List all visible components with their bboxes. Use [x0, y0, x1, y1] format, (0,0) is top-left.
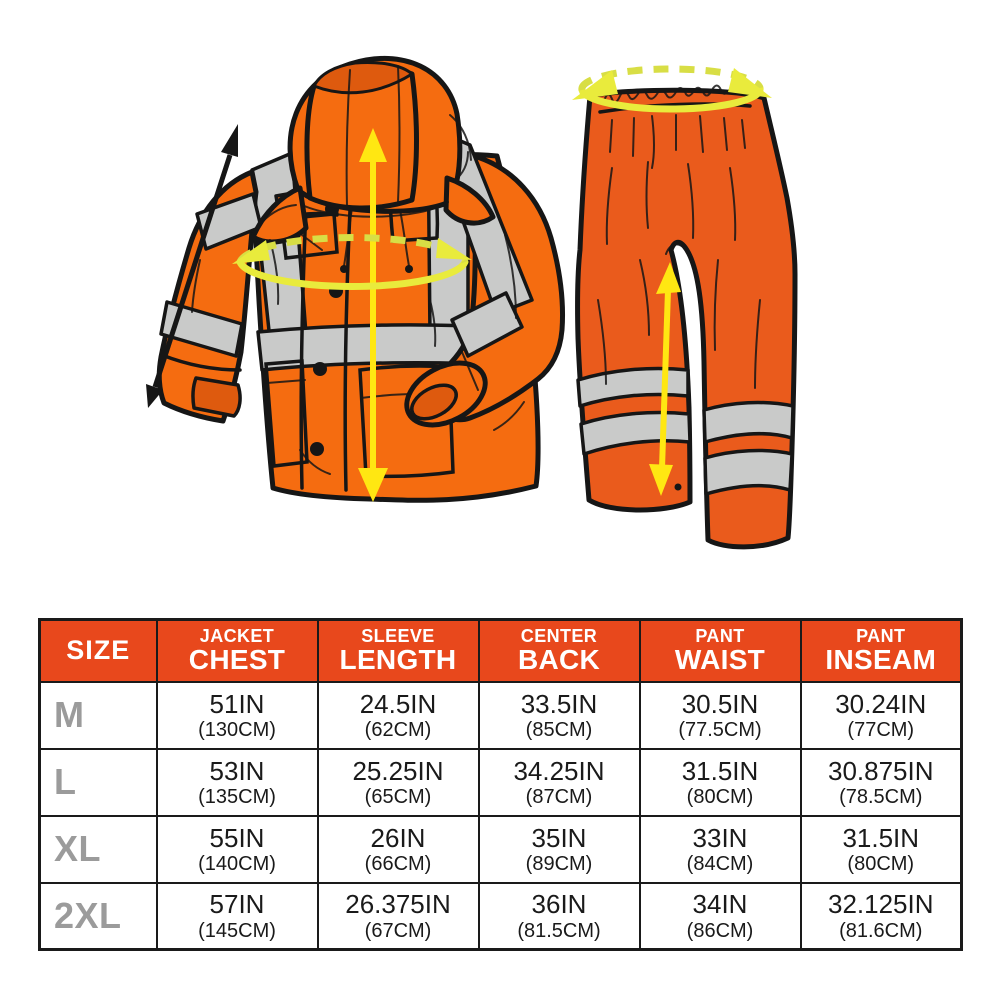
header-size-label: SIZE	[66, 635, 131, 666]
measurement-cell: 24.5IN (62CM)	[318, 682, 479, 749]
measurement-cell: 35IN (89CM)	[479, 816, 640, 883]
size-table	[38, 618, 963, 951]
measurement-cell: 33.5IN (85CM)	[479, 682, 640, 749]
measurement-cell: 33IN (84CM)	[640, 816, 801, 883]
table-header-row	[40, 620, 962, 682]
measurement-cell: 32.125IN (81.6CM)	[801, 883, 962, 950]
measurement-cell: 26.375IN (67CM)	[318, 883, 479, 950]
table-row-2xl	[40, 883, 962, 950]
measurement-cell: 57IN (145CM)	[157, 883, 318, 950]
measurement-cell: 53IN (135CM)	[157, 749, 318, 816]
measurement-cell: 30.24IN (77CM)	[801, 682, 962, 749]
measurement-cell: 36IN (81.5CM)	[479, 883, 640, 950]
size-label: M	[40, 682, 157, 749]
registered-mark-dot	[675, 484, 682, 491]
table-row-m	[40, 682, 962, 749]
measurement-cell: 31.5IN (80CM)	[801, 816, 962, 883]
measurement-cell: 30.875IN (78.5CM)	[801, 749, 962, 816]
header-sleeve-length: SLEEVE LENGTH	[318, 620, 479, 682]
measurement-cell: 31.5IN (80CM)	[640, 749, 801, 816]
measurement-cell: 34.25IN (87CM)	[479, 749, 640, 816]
header-center-back: CENTER BACK	[479, 620, 640, 682]
measurement-cell: 30.5IN (77.5CM)	[640, 682, 801, 749]
measurement-cell: 51IN (130CM)	[157, 682, 318, 749]
size-label: L	[40, 749, 157, 816]
table-row-l	[40, 749, 962, 816]
measurement-cell: 34IN (86CM)	[640, 883, 801, 950]
header-pant-inseam: PANT INSEAM	[801, 620, 962, 682]
header-pant-waist: PANT WAIST	[640, 620, 801, 682]
jacket-illustration	[159, 58, 562, 500]
size-label: 2XL	[40, 883, 157, 950]
left-cuff	[193, 378, 240, 416]
size-label: XL	[40, 816, 157, 883]
table-row-xl	[40, 816, 962, 883]
header-size	[40, 620, 157, 682]
pants-illustration	[578, 86, 795, 547]
header-jacket-chest: JACKET CHEST	[157, 620, 318, 682]
measurement-cell: 25.25IN (65CM)	[318, 749, 479, 816]
measurement-cell: 26IN (66CM)	[318, 816, 479, 883]
measurement-cell: 55IN (140CM)	[157, 816, 318, 883]
